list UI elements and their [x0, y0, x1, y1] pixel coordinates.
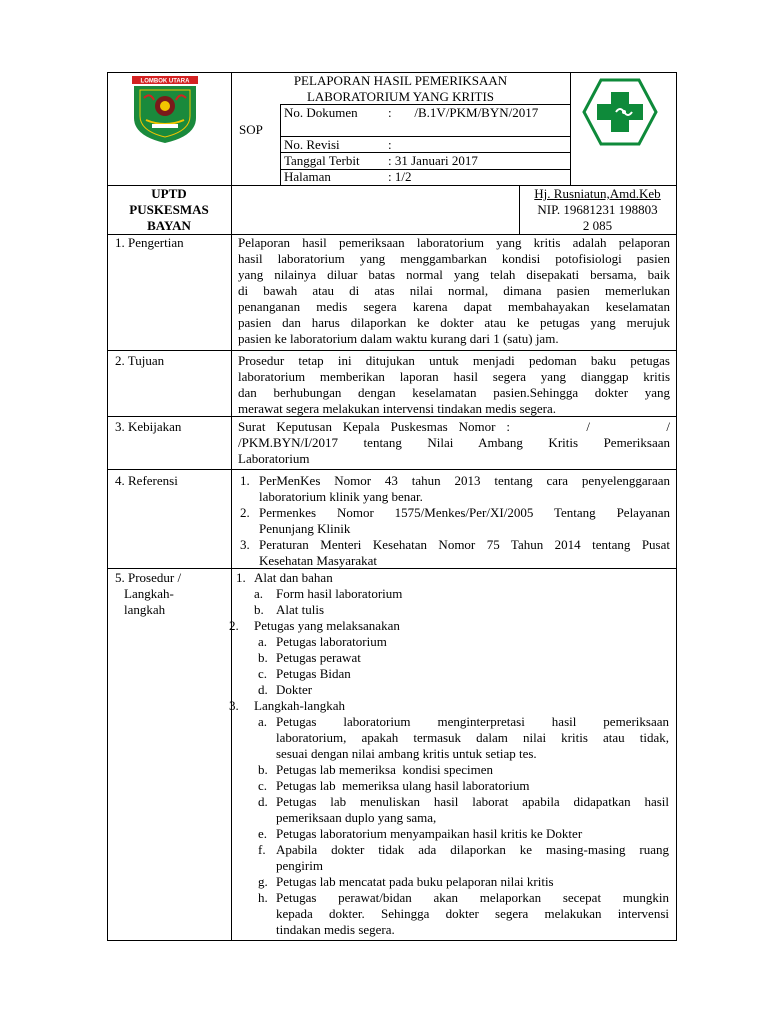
text-line: tindakan medis segera. — [276, 922, 395, 937]
text-line: dan berhubungan dengan keselamatan pasien.Sehingga dokter yang — [238, 385, 670, 400]
text-line: Petugas lab menuliskan hasil laborat apabila didapatkan hasil — [276, 794, 669, 809]
text-line: pasien dan harus dilaporkan ke dokter atau ke petugas yang merujuk — [238, 315, 670, 330]
item-letter: b. — [258, 762, 268, 777]
pengertian-text — [238, 235, 670, 347]
item-letter: b. — [258, 650, 268, 665]
text-line: pengirim — [276, 858, 323, 873]
item-letter: a. — [258, 634, 268, 649]
text-line: sesuai dengan nilai ambang kritis untuk setiap tes. — [276, 746, 537, 761]
text-line: merawat segera melakukan intervensi tindakan medis segera. — [238, 401, 557, 416]
item-letter: d. — [258, 682, 268, 697]
table-border — [107, 940, 677, 941]
signer-block — [519, 186, 676, 234]
text-line: laboratorium, apakah termasuk dalam nilai kritis atau tidak, — [276, 730, 669, 745]
list-item: Petugas perawat — [276, 650, 361, 665]
text-line: Laboratorium — [238, 451, 310, 466]
list-item: Petugas lab mencatat pada buku pelaporan nilai kritis — [276, 874, 554, 889]
doc-number-label: No. Dokumen — [284, 105, 358, 120]
table-border — [280, 104, 281, 186]
text-line: /PKM.BYN/I/2017 tentang Nilai Ambang Kritis Pemeriksaan — [238, 435, 670, 450]
table-border — [676, 72, 677, 941]
list-item: Form hasil laboratorium — [276, 586, 403, 601]
text-line: laboratorium klinik yang benar. — [259, 489, 423, 504]
text-line: Kesehatan Masyarakat — [259, 553, 378, 568]
item-letter: h. — [258, 890, 268, 905]
text-line: Apabila dokter tidak ada dilaporkan ke masing-masing ruang — [276, 842, 669, 857]
list-item: Petugas Bidan — [276, 666, 351, 681]
regional-crest-logo — [130, 76, 200, 144]
crest-banner-text: LOMBOK UTARA — [140, 78, 190, 85]
list-item — [276, 794, 669, 826]
referensi-list — [238, 473, 670, 569]
item-letter: b. — [254, 602, 264, 617]
list-number: 3. — [240, 537, 250, 552]
title-line-2: LABORATORIUM YANG KRITIS — [306, 89, 495, 104]
kebijakan-label: 3. Kebijakan — [115, 419, 182, 434]
text-line: Pelaporan hasil pemeriksaan laboratorium yang kritis adalah pelaporan — [238, 235, 670, 250]
text-line: Surat Keputusan Kepala Puskesmas Nomor : / / — [238, 419, 670, 434]
group-title: Petugas yang melaksanakan — [254, 618, 400, 633]
text-line: Petugas perawat/bidan akan melaporkan secepat mungkin — [276, 890, 669, 905]
list-item: Petugas laboratorium menyampaikan hasil kritis ke Dokter — [276, 826, 583, 841]
health-ministry-logo — [582, 78, 658, 146]
list-item: Petugas laboratorium — [276, 634, 387, 649]
item-letter: c. — [258, 778, 268, 793]
table-border — [107, 469, 677, 470]
list-item: Dokter — [276, 682, 313, 697]
table-border — [570, 72, 571, 186]
page-value: : 1/2 — [388, 169, 412, 184]
text-line: Petugas laboratorium menginterpretasi hasil pemeriksaan — [276, 714, 669, 729]
revision-label: No. Revisi — [284, 137, 340, 152]
text-line: Prosedur tetap ini ditujukan untuk menjadi pedoman baku petugas — [238, 353, 670, 368]
item-letter: a. — [258, 714, 268, 729]
tujuan-text — [238, 353, 670, 417]
sop-label: SOP — [239, 122, 263, 137]
group-title: Alat dan bahan — [254, 570, 333, 585]
referensi-label: 4. Referensi — [115, 473, 178, 488]
item-letter: c. — [258, 666, 268, 681]
list-number: 2. — [240, 505, 250, 520]
text-line: yang nilainya diluar batas normal yang telah disepakati bersama, baik — [238, 267, 670, 282]
group-number: 1. — [236, 570, 246, 585]
revision-value: : — [388, 137, 392, 152]
group-title: Langkah-langkah — [254, 698, 345, 713]
issue-date-value: : 31 Januari 2017 — [388, 153, 478, 168]
text-line: Peraturan Menteri Kesehatan Nomor 75 Tahun 2014 tentang Pusat — [259, 537, 670, 552]
list-item: Alat tulis — [276, 602, 325, 617]
text-line: Penunjang Klinik — [259, 521, 351, 536]
text-line: Permenkes Nomor 1575/Menkes/Per/XI/2005 Tentang Pelayanan — [259, 505, 670, 520]
prosedur-list — [229, 570, 672, 940]
document-title — [231, 73, 570, 105]
list-item: Petugas lab memeriksa kondisi specimen — [276, 762, 493, 777]
list-item — [276, 890, 669, 938]
pengertian-label: 1. Pengertian — [115, 235, 184, 250]
label-line: Langkah- — [124, 586, 174, 601]
list-item — [259, 473, 670, 505]
item-letter: d. — [258, 794, 268, 809]
doc-number-value: : /B.1V/PKM/BYN/2017 — [388, 105, 539, 120]
org-line-2: PUSKESMAS — [129, 202, 209, 217]
kebijakan-text — [238, 419, 670, 467]
label-line: langkah — [124, 602, 166, 617]
group-number: 2. — [229, 618, 239, 633]
item-letter: a. — [254, 586, 264, 601]
page-label: Halaman — [284, 169, 331, 184]
item-letter: e. — [258, 826, 268, 841]
text-line: pemeriksaan duplo yang sama, — [276, 810, 437, 825]
item-letter: f. — [258, 842, 266, 857]
list-item — [276, 714, 669, 762]
list-item — [276, 842, 669, 874]
text-line: di bawah atau di atas nilai normal, dimana pasien memerlukan — [238, 283, 670, 298]
text-line: PerMenKes Nomor 43 tahun 2013 tentang cara penyelenggaraan — [259, 473, 670, 488]
list-number: 1. — [240, 473, 250, 488]
list-item — [259, 505, 670, 537]
table-border — [107, 350, 677, 351]
text-line: laboratorium memberikan laporan hasil segera yang dianggap kritis — [238, 369, 670, 384]
text-line: pasien ke laboratorium dalam waktu kurang dari 1 (satu) jam. — [238, 331, 559, 346]
org-line-3: BAYAN — [147, 218, 191, 233]
list-item — [259, 537, 670, 569]
item-letter: g. — [258, 874, 268, 889]
text-line: penanganan medis segera karena dapat membahayakan keselamatan — [238, 299, 670, 314]
signer-name: Hj. Rusniatun,Amd.Keb — [534, 186, 661, 201]
group-number: 3. — [229, 698, 239, 713]
signer-nip-cont: 2 085 — [582, 218, 613, 233]
text-line: kepada dokter. Sehingga dokter segera melakukan intervensi — [276, 906, 669, 921]
label-line: 5. Prosedur / — [115, 570, 182, 585]
text-line: hasil laboratorium yang menggambarkan kondisi potofisiologi pasien — [238, 251, 670, 266]
tujuan-label: 2. Tujuan — [115, 353, 165, 368]
title-line-1: PELAPORAN HASIL PEMERIKSAAN — [293, 73, 508, 88]
org-line-1: UPTD — [151, 186, 187, 201]
issue-date-label: Tanggal Terbit — [284, 153, 360, 168]
prosedur-label — [115, 570, 181, 618]
list-item: Petugas lab memeriksa ulang hasil laboratorium — [276, 778, 530, 793]
signer-nip: NIP. 19681231 198803 — [537, 202, 658, 217]
organization-name — [107, 186, 231, 234]
